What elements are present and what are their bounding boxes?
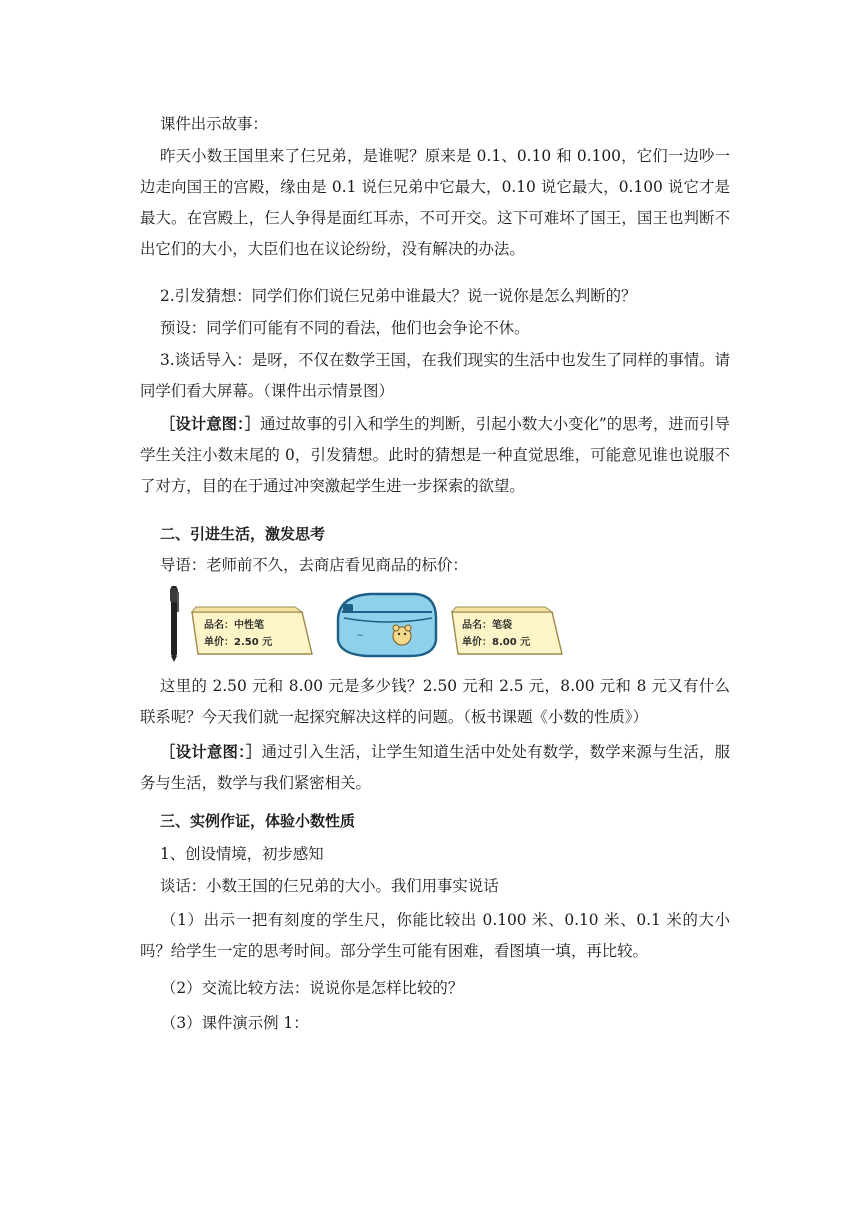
tag1-price: 单价：2.50 元	[204, 637, 273, 648]
paragraph-price-question: 这里的 2.50 元和 8.00 元是多少钱？2.50 元和 2.5 元，8.00 元和 8 元又有什么联系呢？今天我们就一起探究解决这样的问题。（板书课题《小数的性质》）	[140, 677, 730, 726]
paragraph-demo: （3）课件演示例 1：	[161, 1014, 309, 1032]
paragraph-exchange: （2）交流比较方法：说说你是怎样比较的？	[161, 979, 464, 997]
price-tag-pencil-case	[452, 607, 562, 654]
paragraph-intro-talk: 3.谈话导入：是呀，不仅在数学王国，在我们现实的生活中也发生了同样的事情。请同学们看大屏幕。（课件出示情景图）	[140, 351, 730, 400]
price-tag-pen	[192, 607, 312, 654]
paragraph-design-intent-2	[140, 737, 730, 799]
paragraph-story: 昨天小数王国里来了仨兄弟，是谁呢？原来是 0.1、0.10 和 0.100，它们一边吵一边走向国王的宫殿，缘由是 0.1 说仨兄弟中它最大，0.10 说它最大，0.100 说它才是最大。在宫殿上，仨人争得是面红耳赤，不可开交。这下可难坏了国王，国王也判断不出它们的大小，大臣们也在议论纷纷，没有解决的办法。	[140, 147, 730, 258]
pencil-case-image	[338, 594, 436, 656]
tag2-price: 单价：8.00 元	[462, 637, 531, 648]
svg-text:~: ~	[356, 631, 364, 641]
paragraph-step-1: 1、创设情境，初步感知	[160, 845, 324, 863]
section-heading-2: 二、引进生活，激发思考	[160, 525, 326, 543]
pen-image	[170, 586, 179, 662]
paragraph-guess: 2.引发猜想：同学们你们说仨兄弟中谁最大？说一说你是怎么判断的？	[160, 287, 637, 305]
paragraph-design-intent-1	[140, 409, 730, 502]
design-intent-body: 通过故事的引入和学生的判断，引起小数大小变化”的思考，进而引导学生关注小数末尾的 0，引发猜想。此时的猜想是一种直觉思维，可能意见谁也说服不了对方，目的在于通过冲突激起学生进一步探索的欲望。	[140, 415, 730, 495]
design-intent-label-2: ［设计意图：］	[160, 743, 262, 761]
paragraph-talk: 谈话：小数王国的仨兄弟的大小。我们用事实说话	[160, 877, 499, 895]
tag2-name: 品名：笔袋	[462, 620, 512, 631]
paragraph-preset: 预设：同学们可能有不同的看法，他们也会争论不休。	[160, 319, 530, 337]
paragraph-lead: 导语：老师前不久，去商店看见商品的标价：	[160, 556, 468, 574]
design-intent-label: ［设计意图：］	[160, 415, 261, 433]
paragraph-story-intro: 课件出示故事：	[160, 115, 268, 133]
paragraph-ruler: （1）出示一把有刻度的学生尺，你能比较出 0.100 米、0.10 米、0.1 米的大小吗？给学生一定的思考时间。部分学生可能有困难，看图填一填，再比较。	[140, 911, 730, 960]
tag1-name: 品名：中性笔	[204, 620, 264, 631]
design-intent-body-2: 通过引入生活，让学生知道生活中处处有数学，数学来源与生活，服务与生活，数学与我们紧密相关。	[140, 743, 730, 792]
section-heading-3: 三、实例作证，体验小数性质	[160, 812, 356, 830]
price-tag-illustration	[140, 582, 580, 662]
